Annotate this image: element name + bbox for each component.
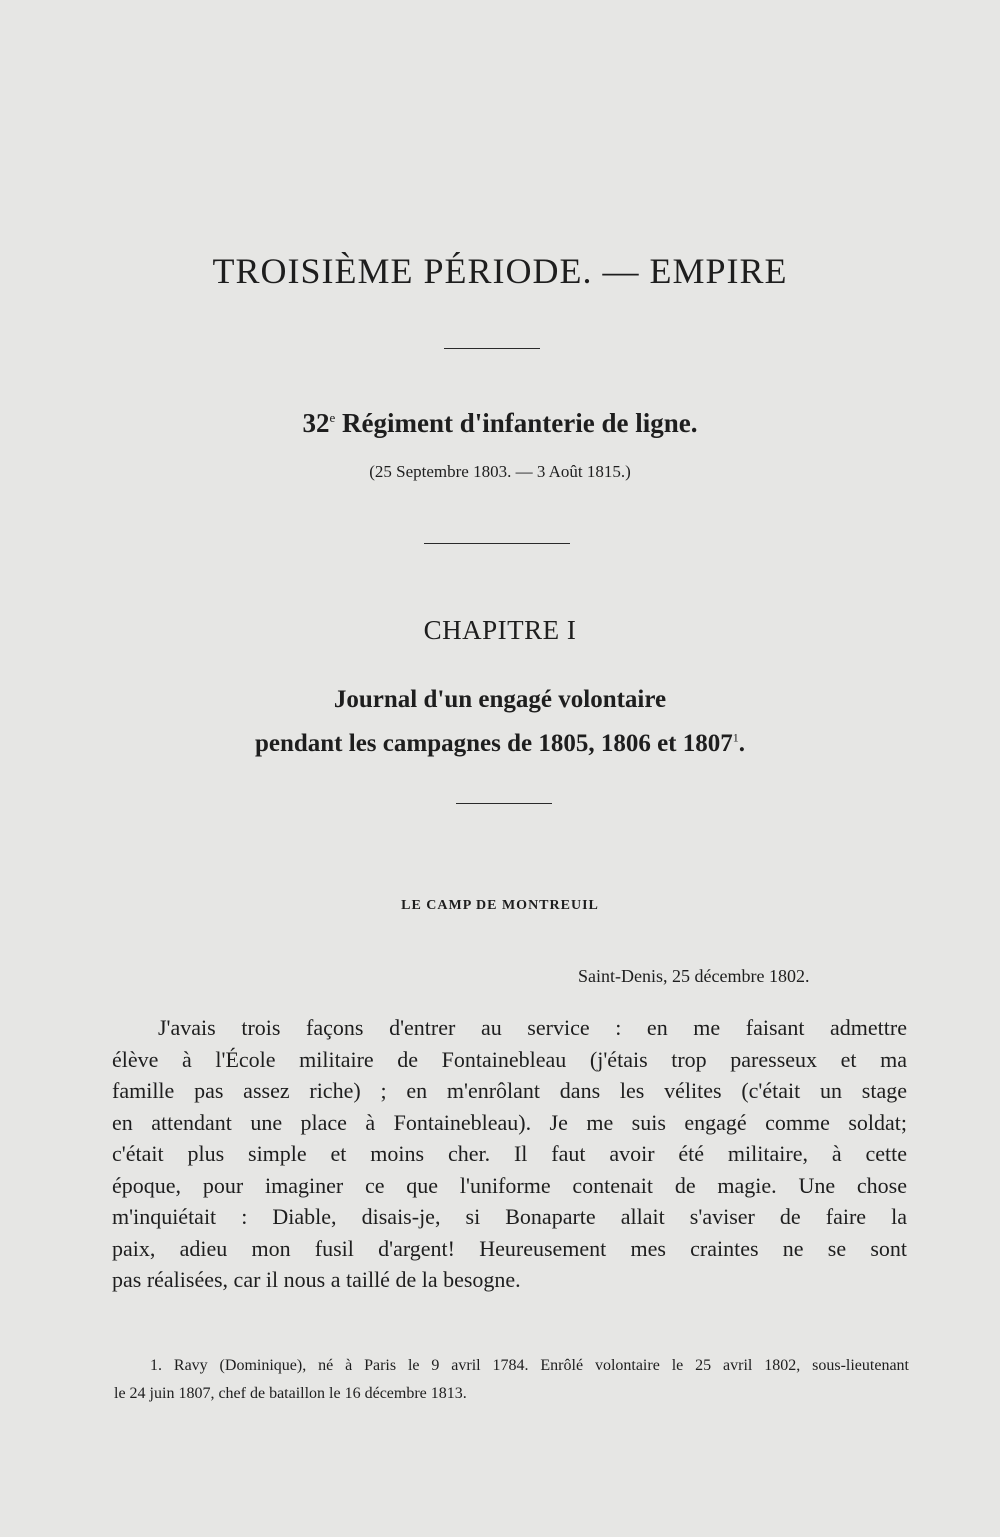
chapter-subtitle-line-2: [0, 730, 1000, 758]
footnote-line: le 24 juin 1807, chef de bataillon le 16 décembre 1813.: [114, 1385, 467, 1402]
body-paragraph: [112, 1012, 907, 1296]
body-line: paix, adieu mon fusil d'argent! Heureusement mes craintes ne se sont: [112, 1235, 907, 1261]
body-line: m'inquiétait : Diable, disais-je, si Bonaparte allait s'aviser de faire la: [112, 1204, 907, 1229]
dateline: Saint-Denis, 25 décembre 1802.: [578, 966, 810, 986]
body-line: en attendant une place à Fontainebleau). Je me suis engagé comme soldat;: [112, 1109, 907, 1135]
chapter-subtitle-line-1: Journal d'un engagé volontaire: [333, 686, 667, 713]
body-line: J'avais trois façons d'entrer au service : en me faisant admettre: [158, 1015, 907, 1040]
body-line: époque, pour imaginer ce que l'uniforme contenait de magie. Une chose: [112, 1172, 907, 1198]
chapter-subtitle-text: pendant les campagnes de 1805, 1806 et 1807: [254, 730, 733, 757]
body-line: pas réalisées, car il nous a taillé de la besogne.: [112, 1267, 521, 1292]
divider-rule-2: [424, 543, 570, 544]
regiment-dates: (25 Septembre 1803. — 3 Août 1815.): [369, 462, 631, 481]
chapter-subtitle-period: .: [738, 730, 746, 757]
body-line: c'était plus simple et moins cher. Il faut avoir été militaire, à cette: [112, 1141, 907, 1166]
body-line: élève à l'École militaire de Fontainebleau (j'étais trop paresseux et ma: [112, 1046, 907, 1072]
footnote-line: 1. Ravy (Dominique), né à Paris le 9 avril 1784. Enrôlé volontaire le 25 avril 1802, sous-lieutenant: [150, 1357, 909, 1374]
footnote-reference: 1: [732, 730, 739, 745]
section-heading: LE CAMP DE MONTREUIL: [401, 898, 599, 913]
regiment-name: Régiment d'infanterie de ligne.: [342, 408, 698, 438]
divider-rule-3: [456, 803, 552, 804]
footnote: [114, 1352, 909, 1408]
divider-rule-1: [444, 348, 540, 349]
period-title: TROISIÈME PÉRIODE. — EMPIRE: [212, 251, 788, 291]
regiment-number: 32: [302, 408, 330, 438]
body-line: famille pas assez riche) ; en m'enrôlant dans les vélites (c'était un stage: [112, 1078, 907, 1103]
regiment-superscript: e: [329, 410, 336, 425]
chapter-title: CHAPITRE I: [423, 615, 577, 645]
regiment-title: [0, 408, 1000, 439]
